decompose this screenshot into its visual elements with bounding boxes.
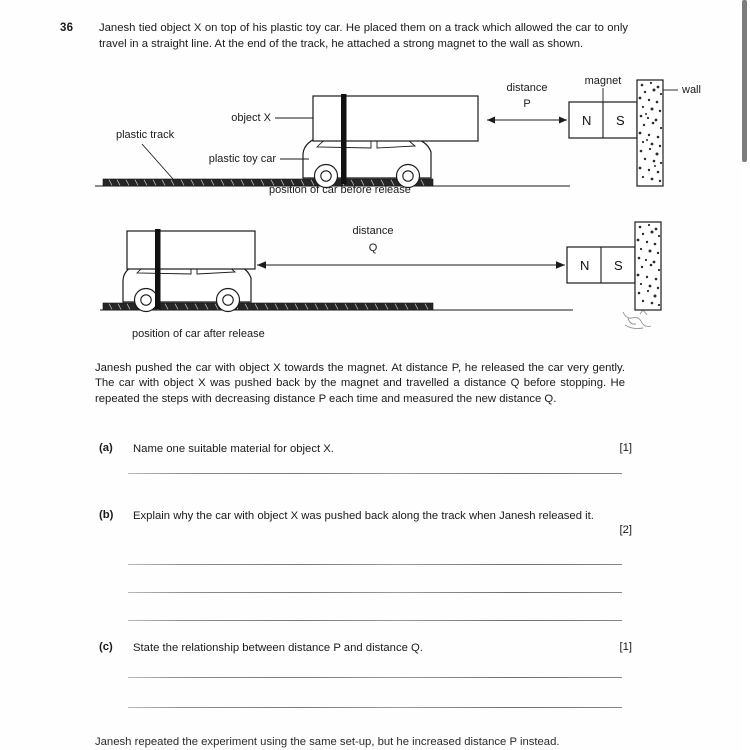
- distance-q-label-line2: Q: [368, 242, 378, 254]
- scrollbar-thumb[interactable]: [742, 0, 747, 162]
- part-b-answer-line-3[interactable]: [128, 620, 622, 621]
- part-a-answer-line-1[interactable]: [128, 473, 622, 474]
- part-b-text: Explain why the car with object X was pushed back along the track when Janesh released it.: [133, 510, 594, 522]
- part-c-text: State the relationship between distance P and distance Q.: [133, 642, 423, 654]
- part-c-answer-line-2[interactable]: [128, 707, 622, 708]
- part-c-answer-line-1[interactable]: [128, 677, 622, 678]
- tie-strap: [341, 94, 347, 184]
- distance-p-label-line2: P: [523, 98, 531, 110]
- part-c-marks: [1]: [619, 641, 632, 653]
- distance-q-label-line1: distance: [352, 225, 394, 237]
- scrollbar-track[interactable]: [741, 0, 750, 750]
- wall-column-2: [635, 222, 661, 310]
- question-stem: Janesh tied object X on top of his plastic toy car. He placed them on a track which allowed the car to only travel in a straight line. At the end of the track, he attached a strong magnet to the wall as shown.: [99, 22, 628, 50]
- part-b-answer-line-1[interactable]: [128, 564, 622, 565]
- wall-label: wall: [682, 84, 701, 96]
- distance-p-arrow: [487, 117, 567, 124]
- magnet-pole-n-2: N: [580, 258, 590, 273]
- object-x-block: [313, 96, 478, 141]
- magnet-pole-s-2: S: [614, 258, 623, 273]
- wall-column: [637, 80, 663, 186]
- plastic-toy-car-label: plastic toy car: [208, 153, 276, 165]
- magnet-pole-n: N: [582, 113, 592, 128]
- magnet-bar-2: [567, 247, 635, 283]
- distance-q-arrow: [257, 261, 565, 268]
- figure1-caption: position of car before release: [269, 184, 411, 196]
- experiment-paragraph: Janesh pushed the car with object X towards the magnet. At distance P, he released the car very gently. The car with object X was pushed back by the magnet and travelled a distance Q before stopping. He repeated the steps with decreasing distance P each time and measured the new distance Q.: [95, 362, 625, 405]
- plastic-track-label: plastic track: [116, 129, 175, 141]
- figure-before-release: [95, 75, 701, 200]
- object-x-label: object X: [231, 112, 271, 124]
- part-a-marks: [1]: [619, 442, 632, 454]
- distance-p-label-line1: distance: [506, 82, 548, 94]
- figure-after-release: [95, 218, 655, 343]
- next-question-intro: Janesh repeated the experiment using the same set-up, but he increased distance P instead.: [95, 736, 560, 748]
- part-b-marks: [2]: [619, 524, 632, 536]
- part-b-answer-line-2[interactable]: [128, 592, 622, 593]
- magnet-label: magnet: [584, 75, 622, 87]
- tie-strap-2: [155, 229, 161, 309]
- figure2-caption: position of car after release: [132, 328, 265, 340]
- part-b-label: (b): [99, 509, 114, 521]
- part-a-label: (a): [99, 442, 113, 454]
- magnet-bar: [569, 102, 637, 138]
- question-number: 36: [60, 22, 74, 34]
- pencil-doodle: [623, 310, 651, 329]
- object-x-block-2: [127, 231, 255, 269]
- part-a-text: Name one suitable material for object X.: [133, 443, 334, 455]
- part-c-label: (c): [99, 641, 113, 653]
- magnet-pole-s: S: [616, 113, 625, 128]
